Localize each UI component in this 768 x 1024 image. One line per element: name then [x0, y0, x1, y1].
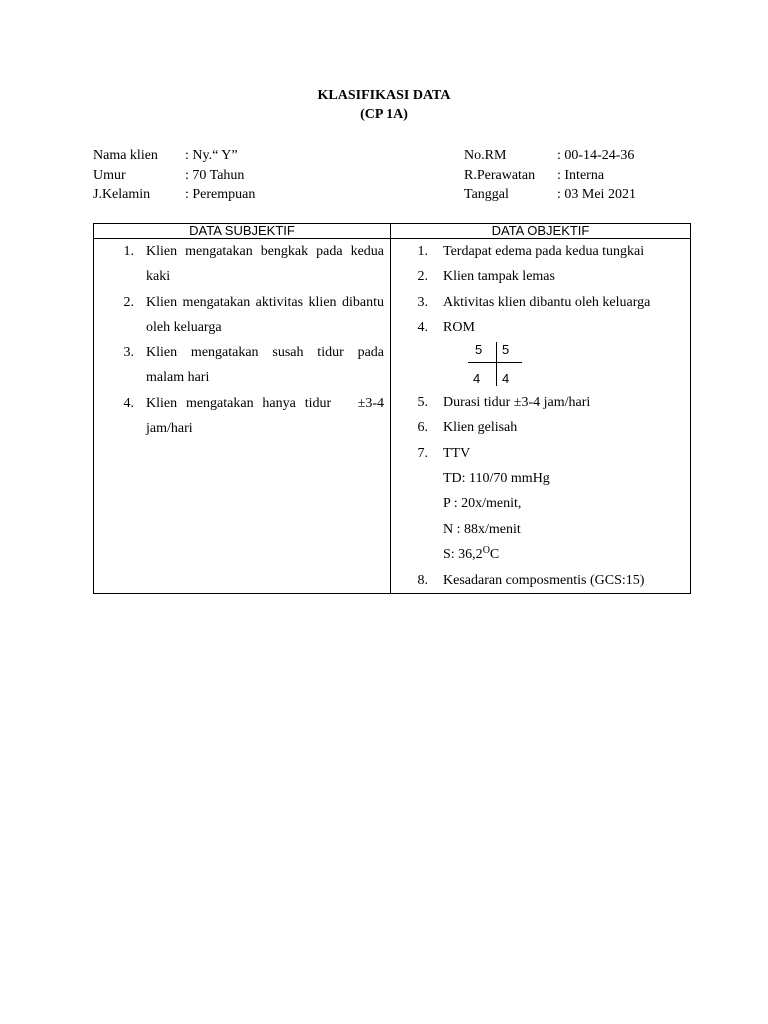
- patient-name-value: : Ny.“ Y”: [185, 148, 238, 163]
- item-text: Klien mengatakan hanya tidur ±3-4 jam/hari: [146, 395, 388, 437]
- patient-name-row: [93, 146, 255, 166]
- rom-muscle-strength-diagram: [443, 340, 690, 390]
- rom-top-right-value: 5: [502, 342, 510, 358]
- ward-value: : Interna: [557, 167, 605, 183]
- item-text: Terdapat edema pada kedua tungkai: [443, 244, 645, 259]
- record-number-row: [464, 146, 636, 166]
- list-item: [94, 340, 390, 391]
- objective-cell: [391, 239, 691, 594]
- item-number: 2.: [417, 269, 428, 285]
- patient-info-left: [93, 146, 255, 205]
- objective-list-c: [391, 568, 690, 593]
- item-text: Klien mengatakan susah tidur pada malam hari: [146, 345, 384, 386]
- document-subtitle: (CP 1A): [360, 107, 408, 122]
- patient-gender-row: [93, 185, 255, 205]
- patient-name-label: Nama klien: [93, 148, 158, 163]
- ward-label: R.Perawatan: [464, 167, 536, 183]
- rom-bottom-right-value: 4: [502, 371, 510, 387]
- item-text: Durasi tidur ±3-4 jam/hari: [443, 395, 591, 411]
- patient-age-value: : 70 Tahun: [185, 167, 245, 183]
- subjective-header: DATA SUBJEKTIF: [94, 224, 391, 239]
- rom-horizontal-divider: [468, 362, 522, 363]
- item-number: 8.: [417, 572, 428, 588]
- list-item: [391, 290, 690, 315]
- item-text: Aktivitas klien dibantu oleh keluarga: [443, 294, 651, 310]
- ward-row: [464, 166, 636, 186]
- record-number-label: No.RM: [464, 148, 507, 163]
- patient-age-label: Umur: [93, 167, 126, 183]
- item-number: 3.: [123, 345, 134, 361]
- subjective-list: [94, 239, 390, 441]
- degree-sign: O: [482, 545, 490, 557]
- document-title: KLASIFIKASI DATA: [317, 88, 451, 103]
- subjective-cell: [94, 239, 391, 594]
- item-number: 4.: [123, 395, 134, 411]
- item-number: 4.: [417, 319, 428, 335]
- item-number: 7.: [417, 445, 428, 461]
- patient-info-right: [464, 146, 636, 205]
- list-item: [391, 568, 690, 593]
- record-number-value: : 00-14-24-36: [557, 148, 635, 163]
- item-text: Klien mengatakan aktivitas klien dibantu oleh keluarga: [146, 294, 384, 335]
- item-text: TTV: [443, 445, 471, 461]
- date-row: [464, 185, 636, 205]
- patient-gender-value: : Perempuan: [185, 187, 256, 202]
- patient-age-row: [93, 166, 255, 186]
- data-classification-table: [93, 223, 691, 594]
- list-item: [391, 264, 690, 289]
- temperature-unit: C: [489, 547, 500, 563]
- item-text: Kesadaran composmentis (GCS:15): [443, 572, 645, 588]
- vital-sign-td: TD: 110/70 mmHg: [443, 471, 550, 487]
- list-item: [391, 415, 690, 440]
- list-item: [94, 239, 390, 290]
- vital-sign-n: N : 88x/menit: [443, 521, 521, 537]
- date-label: Tanggal: [464, 187, 509, 202]
- list-item: [391, 441, 690, 466]
- item-number: 1.: [123, 244, 134, 259]
- item-text: ROM: [443, 319, 475, 335]
- item-text: Klien gelisah: [443, 420, 518, 436]
- objective-header: DATA OBJEKTIF: [391, 224, 691, 239]
- list-item: [391, 239, 690, 264]
- objective-list-b: [391, 390, 690, 466]
- item-number: 5.: [417, 395, 428, 411]
- item-number: 1.: [417, 244, 428, 259]
- rom-vertical-divider: [496, 342, 497, 386]
- vital-sign-temperature: [391, 542, 690, 567]
- rom-bottom-left-value: 4: [473, 371, 481, 387]
- list-item: [391, 390, 690, 415]
- item-number: 2.: [123, 294, 134, 310]
- vital-sign-pulse: P : 20x/menit,: [443, 496, 522, 512]
- item-text: Klien mengatakan bengkak pada kedua kaki: [146, 244, 384, 285]
- date-value: : 03 Mei 2021: [557, 187, 636, 202]
- rom-top-left-value: 5: [475, 342, 483, 358]
- item-number: 6.: [417, 420, 428, 436]
- objective-list-a: [391, 239, 690, 340]
- item-number: 3.: [417, 294, 428, 310]
- list-item: [94, 391, 390, 442]
- item-text: Klien tampak lemas: [443, 269, 555, 285]
- list-item: [94, 290, 390, 341]
- list-item: [391, 315, 690, 340]
- temperature-value: S: 36,2: [443, 547, 483, 563]
- patient-gender-label: J.Kelamin: [93, 187, 151, 202]
